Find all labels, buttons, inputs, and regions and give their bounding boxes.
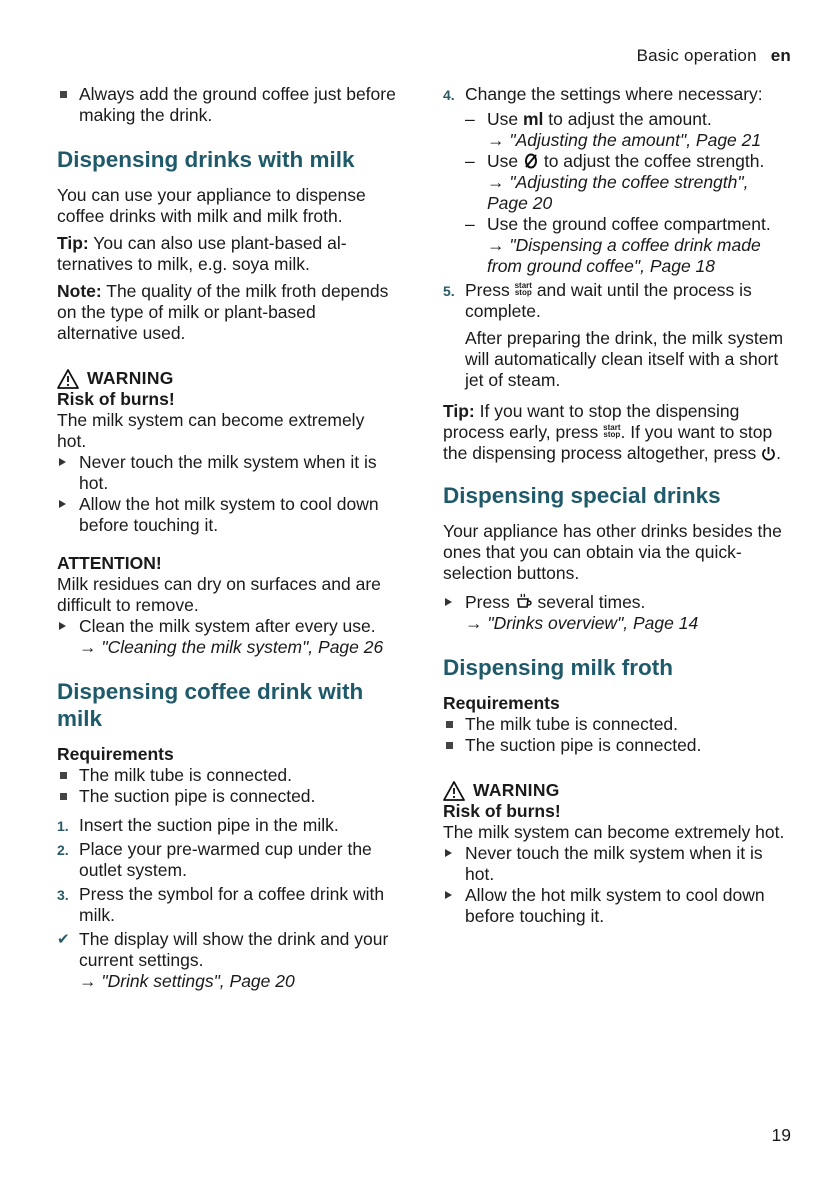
step: 3. Press the symbol for a coffee drink with milk. [57, 884, 385, 925]
warning-desc: The milk system can become extremely hot. [443, 822, 785, 842]
sub-item: – Use to adjust the coffee strength. → "Adjusting the coffee strength", Page 20 [465, 151, 765, 213]
sub-item: – Use ml to adjust the amount. → "Adjusting the amount", Page 21 [465, 109, 762, 150]
note: Note: The quality of the milk froth depends on the type of milk or plant-based alternative used. [57, 281, 389, 343]
cross-reference: → "Adjusting the amount", Page 21 [487, 130, 762, 150]
header-language: en [770, 46, 791, 65]
step: 4. Change the settings where necessary: [443, 84, 763, 104]
attention-title: ATTENTION! [57, 553, 162, 573]
result: ✔ The display will show the drink and your current settings. [57, 929, 389, 970]
arrow-bullet-icon [59, 622, 66, 630]
warning-heading: WARNING [57, 368, 397, 389]
list-item: The suction pipe is connected. [443, 735, 793, 756]
list-item: Never touch the milk system when it is hot. [443, 843, 793, 885]
sub-item: – Use the ground coffee compartment. → "Dispensing a coffee drink made from ground coffee", Page 18 [465, 214, 771, 276]
heading-dispensing-milk: Dispensing drinks with milk [57, 147, 355, 172]
cross-reference: → "Drinks overview", Page 14 [465, 613, 699, 633]
list-item: Allow the hot milk system to cool down before touching it. [443, 885, 793, 927]
cross-reference: → "Cleaning the milk system", Page 26 [79, 637, 384, 657]
start-stop-icon: start stop [603, 423, 621, 439]
warning-triangle-icon [57, 369, 79, 389]
list-item: The milk tube is connected. [443, 714, 793, 735]
arrow-bullet-icon [59, 458, 66, 466]
tip: Tip: If you want to stop the dispensing process early, press start stop. If you want to stop the dispensing process altogether, press . [443, 401, 781, 463]
right-column [443, 84, 793, 927]
list-item: The milk tube is connected. [57, 765, 397, 786]
list-item: Press several times. [443, 592, 793, 613]
list-item: Clean the milk system after every use. [57, 616, 397, 637]
heading-milk-froth: Dispensing milk froth [443, 655, 674, 680]
attention-desc: Milk residues can dry on surfaces and are difficult to remove. [57, 574, 381, 615]
paragraph: Your appliance has other drinks besides the ones that you can obtain via the quick-selection buttons. [443, 521, 782, 583]
arrow-bullet-icon [59, 500, 66, 508]
power-icon [761, 446, 776, 461]
warning-heading: WARNING [443, 780, 793, 801]
step: 5. Press start stop and wait until the process is complete. [443, 280, 752, 321]
page-number: 19 [771, 1125, 791, 1145]
warning-risk: Risk of burns! [443, 801, 561, 821]
list-item: The suction pipe is connected. [57, 786, 397, 807]
step-note: After preparing the drink, the milk system will automatically clean itself with a short jet of steam. [465, 328, 784, 390]
paragraph: You can use your appliance to dispense coffee drinks with milk and milk froth. [57, 185, 366, 226]
warning-triangle-icon [443, 781, 465, 801]
start-stop-icon: start stop [514, 281, 532, 297]
page-header [637, 46, 791, 66]
list-item: Never touch the milk system when it is hot. [57, 452, 397, 494]
special-drinks-icon [515, 592, 533, 610]
left-column [57, 84, 397, 992]
heading-coffee-with-milk: Dispensing coffee drink with milk [57, 679, 364, 731]
cross-reference: → "Adjusting the coffee strength", Page 20 [487, 172, 749, 213]
requirements-label: Requirements [443, 693, 560, 713]
warning-desc: The milk system can become extremely hot. [57, 410, 365, 451]
coffee-strength-icon [523, 152, 539, 169]
warning-risk: Risk of burns! [57, 389, 175, 409]
check-icon: ✔ [57, 931, 70, 948]
cross-reference: → "Drink settings", Page 20 [79, 971, 295, 991]
square-bullet-icon [60, 91, 67, 98]
arrow-bullet-icon [445, 598, 452, 606]
tip: Tip: You can also use plant-based alternatives to milk, e.g. soya milk. [57, 233, 347, 274]
step: 2. Place your pre-warmed cup under the outlet system. [57, 839, 372, 880]
requirements-label: Requirements [57, 744, 174, 764]
cross-reference: → "Dispensing a coffee drink made from ground coffee", Page 18 [487, 235, 761, 276]
list-item: Allow the hot milk system to cool down before touching it. [57, 494, 397, 536]
step: 1. Insert the suction pipe in the milk. [57, 815, 339, 835]
heading-special-drinks: Dispensing special drinks [443, 483, 721, 508]
header-section: Basic operation [636, 46, 757, 65]
list-item: Always add the ground coffee just before making the drink. [57, 84, 397, 126]
